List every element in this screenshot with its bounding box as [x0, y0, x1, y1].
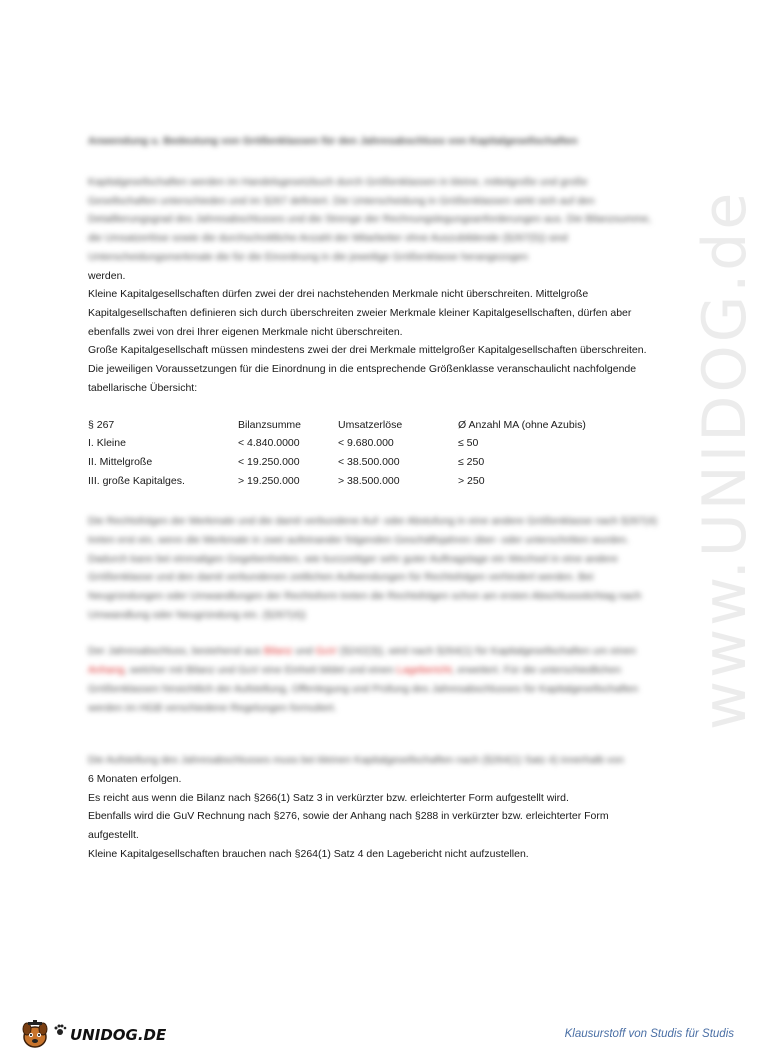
closing-line: Kleine Kapitalgesellschaften brauchen nach §264(1) Satz 4 den Lagebericht nicht aufzustellen.: [88, 847, 529, 860]
brand-name: UNIDOG.DE: [70, 1026, 167, 1044]
text-segment: , erweitert. Für die unterschiedlichen Größenklassen hinsichtlich der Aufstellung, Offenlegung und Prüfung des Jahresabschlusses für Kapitalgesellschaften werden im HGB verschiedene Regelungen formuliert.: [88, 664, 639, 714]
table-cell: < 19.250.000: [238, 456, 300, 469]
intro-line: Große Kapitalgesellschaft müssen mindestens zwei der drei Merkmale mittelgroßer Kapitalgesellschaften überschreiten.: [88, 344, 647, 357]
footer-tagline: Klausurstoff von Studis für Studis: [564, 1028, 734, 1040]
closing-line: Es reicht aus wenn die Bilanz nach §266(1) Satz 3 in verkürzter bzw. erleichterter Form aufgestellt wird.: [88, 791, 569, 804]
table-header-row: [88, 415, 658, 434]
highlight-term: GuV: [315, 645, 337, 658]
table-header-cell: Umsatzerlöse: [338, 418, 403, 431]
blurred-closing-line: Die Aufstellung des Jahresabschlusses muss bei kleinen Kapitalgesellschaften nach (§264(1) Satz 4) innerhalb von: [88, 754, 624, 767]
paw-print-icon: [54, 1024, 66, 1036]
text-segment: , welcher mit Bilanz und GuV eine Einheit bildet und einen: [124, 664, 397, 677]
dog-mascot-icon: [18, 1020, 52, 1050]
table-cell: ≤ 50: [458, 437, 479, 450]
highlight-term: Lagebericht: [396, 664, 452, 677]
table-cell: ≤ 250: [458, 456, 485, 469]
highlight-term: Bilanz: [263, 645, 293, 658]
table-row: [88, 472, 658, 491]
intro-line: Kleine Kapitalgesellschaften dürfen zwei der drei nachstehenden Merkmale nicht überschreiten. Mittelgroße Kapitalgesellschaften definieren sich durch überschreiten zweier Merkmale kleiner Kapitalgesellschaften, dürfen aber ebenfalls zwei von drei Ihrer eigenen Merkmale nicht überschreiten.: [88, 288, 632, 338]
text-segment: Der Jahresabschluss, bestehend aus: [88, 645, 264, 658]
blurred-paragraph-jahresabschluss: [88, 642, 658, 717]
table-cell: II. Mittelgroße: [88, 456, 153, 469]
document-body: [88, 135, 658, 863]
table-header-cell: § 267: [88, 418, 115, 431]
intro-line: werden.: [88, 269, 126, 282]
document-title: Anwendung u. Bedeutung von Größenklassen für den Jahresabschluss von Kapitalgesellschaften: [88, 135, 578, 147]
closing-line: Ebenfalls wird die GuV Rechnung nach §276, sowie der Anhang nach §288 in verkürzter bzw. erleichterter Form aufgestellt.: [88, 810, 609, 842]
intro-blurred-paragraph: Kapitalgesellschaften werden im Handelsgesetzbuch durch Größenklassen in kleine, mittelgroße und große Gesellschaften unterschieden und im §267 definiert. Die Unterscheidung in Größenklassen wirkt sich auf den Detaillierungsgrad des Jahresabschlusses und die Strenge der Rechnungslegungsanforderungen aus. Die Bilanzsumme, die Umsatzerlöse sowie die durchschnittliche Anzahl der Mitarbeiter ohne Auszubildende (§267(5)) sind Unterscheidungsmerkmale die für die Einordnung in die jeweilige Größenklasse herangezogen: [88, 176, 652, 263]
text-segment: (§242(3)), wird nach §264(1) für Kapitalgesellschaften um einen: [336, 645, 637, 658]
table-cell: > 38.500.000: [338, 474, 400, 487]
table-cell: III. große Kapitalges.: [88, 474, 185, 487]
table-row: [88, 453, 658, 472]
table-cell: < 38.500.000: [338, 456, 400, 469]
table-cell: > 19.250.000: [238, 474, 300, 487]
blurred-paragraph-rechtsfolgen: Die Rechtsfolgen der Merkmale und die damit verbundene Auf- oder Abstufung in eine andere Größenklasse nach §267(4) treten erst ein, wenn die Merkmale in zwei aufeinander folgenden Geschäftsjahren über- oder unterschritten wurden. Dadurch kann bei einmaligen Gegebenheiten, wie kurzzeitiger sehr guter Auftragslage ein Wechsel in eine andere Größenklasse und den damit verbundenen zeitlichen Aufwendungen für Rechtsfolgen verhindert werden. Bei Neugründungen oder Umwandlungen der Rechtsform treten die Rechtsfolgen schon am ersten Abschlussstichtag nach Umwandlung oder Neugründung ein. (§267(4)): [88, 515, 658, 621]
table-row: [88, 434, 658, 453]
table-cell: < 4.840.0000: [238, 437, 300, 450]
intro-line: Die jeweiligen Voraussetzungen für die Einordnung in die entsprechende Größenklasse veranschaulicht nachfolgende tabellarische Übersicht:: [88, 363, 637, 394]
unidog-logo[interactable]: [18, 1020, 166, 1050]
table-header-cell: Bilanzsumme: [238, 418, 302, 431]
highlight-term: Anhang: [88, 664, 125, 677]
table-cell: < 9.680.000: [338, 437, 394, 450]
watermark: www.UNIDOG.de: [690, 189, 760, 730]
text-segment: und: [292, 645, 316, 658]
table-cell: > 250: [458, 474, 485, 487]
table-cell: I. Kleine: [88, 437, 126, 450]
closing-line: 6 Monaten erfolgen.: [88, 772, 182, 785]
table-header-cell: Ø Anzahl MA (ohne Azubis): [458, 418, 586, 431]
size-class-table: [88, 415, 658, 490]
